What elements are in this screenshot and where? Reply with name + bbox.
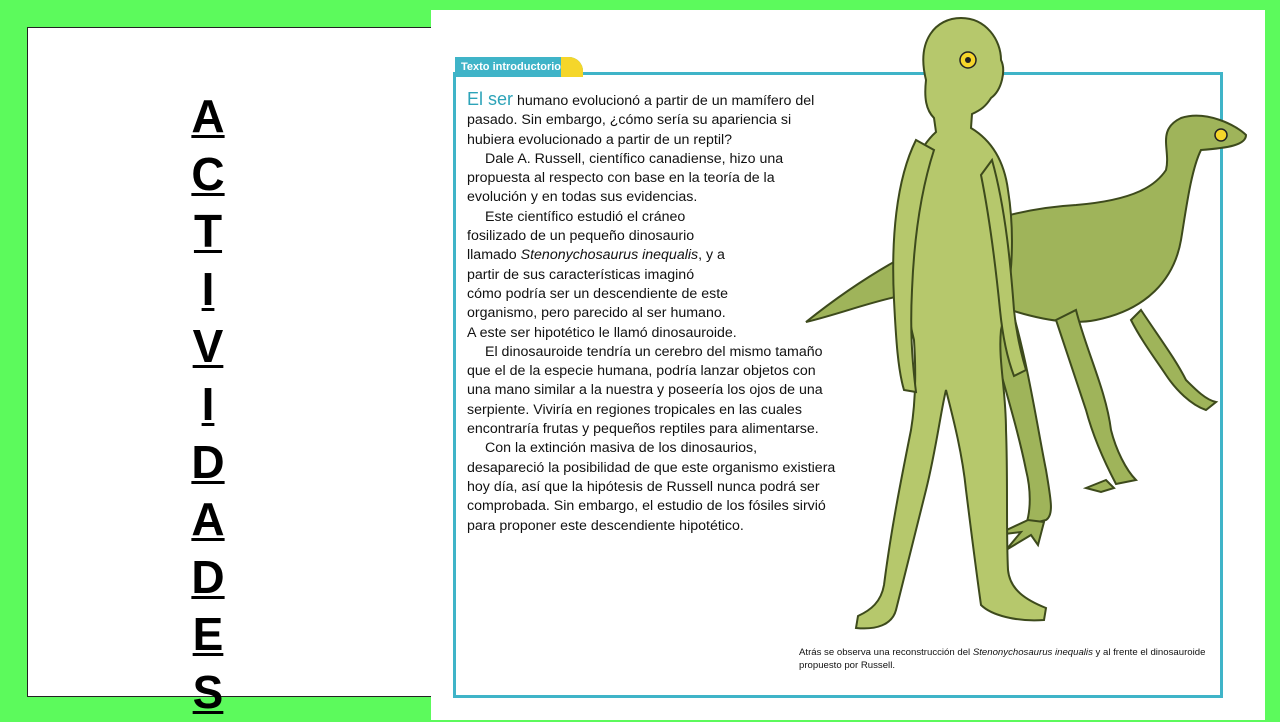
caption-text-a: Atrás se observa una reconstrucción del [799,647,973,658]
textbook-page-image [431,10,1265,720]
title-letter: T [193,205,223,258]
dinosaur-eye [1215,129,1227,141]
tab-accent [561,57,583,77]
title-letter: E [192,608,224,661]
paragraph-3-text-b: , y a partir de sus características imaginó cómo podría ser un descendiente de este organismo, pero parecido al ser humano. [467,247,729,322]
caption-text-b: y al frente el dinosauroide propuesto por Russell. [799,647,1206,671]
title-letter: S [192,665,224,718]
paragraph-5: Con la extinción masiva de los dinosaurios, desapareció la posibilidad de que este organismo existiera hoy día, así que la hipótesis de Russell nunca podrá ser comprobada. Sin embargo, el estudio de los fósiles sirvió para proponer este descendiente hipotético. [467,440,836,534]
activities-panel [27,27,433,718]
caption-species: Stenonychosaurus inequalis [972,647,1093,658]
title-letter: V [192,320,224,373]
species-name: Stenonychosaurus inequalis [520,247,699,264]
title-letter: I [201,377,215,430]
paragraph-3 [467,208,729,324]
paragraph-3-text-a: Este científico estudió el cráneo fosilizado de un pequeño dinosaurio llamado [467,208,695,264]
paragraph-2: Dale A. Russell, científico canadiense, hizo una propuesta al respecto con base en la teoría de la evolución y en todas sus evidencias. [467,150,784,206]
title-letter: C [191,147,225,200]
title-letter: I [201,262,215,315]
title-letter: D [191,435,225,488]
paragraph-3-end: A este ser hipotético le llamó dinosauroide. [467,324,737,341]
intro-tab-label: Texto introductorio [455,57,583,77]
activities-vertical-title [178,88,238,722]
dinosauroid-pupil [965,57,971,63]
title-letter: A [191,493,225,546]
title-letter: A [191,90,225,142]
lead-words: El ser [467,89,514,109]
title-letter: D [191,550,225,603]
dinosaur-illustration [776,10,1265,650]
illustration-caption [799,646,1219,672]
paragraph-4: El dinosauroide tendría un cerebro del mismo tamaño que el de la especie humana, podría lanzar objetos con una mano similar a la nuestra y poseería los ojos de una serpiente. Viviría en regiones tropicales en las cuales encontraría frutas y pequeños reptiles para alimentarse. [467,343,823,438]
stenonychosaurus-figure [806,116,1246,550]
paragraph-1-text: humano evolucionó a partir de un mamífero del pasado. Sin embargo, ¿cómo sería su apariencia si hubiera evolucionado a partir de un reptil? [467,93,815,148]
